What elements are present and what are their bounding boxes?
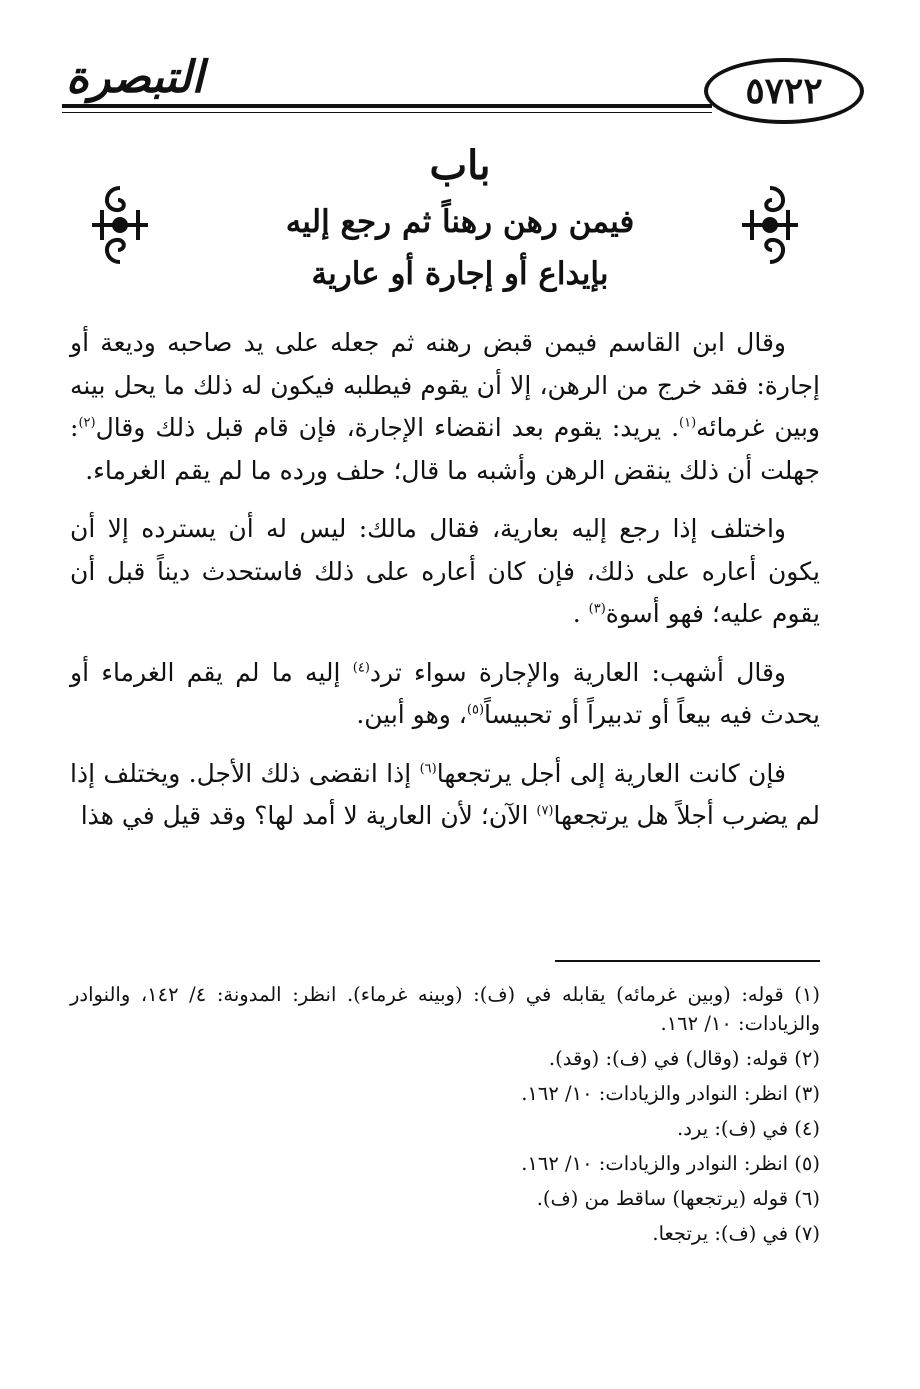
paragraph xyxy=(70,322,820,492)
text-run: وقال أشهب: العارية والإجارة سواء ترد xyxy=(369,657,786,687)
book-title: التبصرة xyxy=(66,52,204,103)
footnote-marker: (٦) xyxy=(419,761,437,777)
paragraph xyxy=(70,508,820,636)
heading-word: باب xyxy=(429,142,491,189)
heading-line-2: بإيداع أو إجارة أو عارية xyxy=(311,256,609,292)
header-rule-thin xyxy=(62,112,712,113)
chapter-heading xyxy=(70,140,850,310)
text-run: فإن كانت العارية إلى أجل يرتجعها xyxy=(436,758,786,788)
heading-line-1: فيمن رهن رهناً ثم رجع إليه xyxy=(285,204,635,240)
footnote-marker: (٢) xyxy=(78,415,96,431)
footnote-divider xyxy=(555,960,820,962)
footnote-marker: (١) xyxy=(679,415,697,431)
text-run: . xyxy=(572,599,589,628)
footnote-marker: (٧) xyxy=(536,803,554,819)
footnote: (٦) قوله (يرتجعها) ساقط من (ف). xyxy=(536,1187,820,1210)
footnote: (٥) انظر: النوادر والزيادات: ١٠/ ١٦٢. xyxy=(521,1152,820,1175)
text-run: واختلف إذا رجع إليه بعارية، فقال مالك: ليس له أن يسترده إلا أن يكون أعاره على ذلك، فإن كان أعاره على ذلك فاستحدث ديناً قبل أن يقوم عليه؛ فهو أسوة xyxy=(70,514,820,628)
body-text xyxy=(70,322,820,854)
footnotes xyxy=(70,980,820,1254)
text-run: ، وهو أبين. xyxy=(356,700,467,729)
text-run: إليه ما لم يقم الغرماء أو يحدث فيه بيعاً أو تدبيراً أو تحبيساً xyxy=(70,657,820,729)
footnote: (٧) في (ف): يرتجعا. xyxy=(652,1222,820,1245)
footnote-marker: (٥) xyxy=(466,702,485,718)
footnote: (١) قوله: (وبين غرمائه) يقابله في (ف): (وبينه غرماء). انظر: المدونة: ٤/ ١٤٢، والنوادر والزيادات: ١٠/ ١٦٢. xyxy=(70,983,820,1035)
footnote-marker: (٣) xyxy=(588,601,606,617)
page-number: ٥٧٢٢ xyxy=(704,58,864,124)
text-run: إذا انقضى ذلك الأجل. ويختلف إذا لم يضرب أجلاً هل يرتجعها xyxy=(70,758,820,830)
footnote: (٣) انظر: النوادر والزيادات: ١٠/ ١٦٢. xyxy=(521,1082,820,1105)
text-run: : جهلت أن ذلك ينقض الرهن وأشبه ما قال؛ حلف ورده ما لم يقم الغرماء. xyxy=(70,413,820,485)
paragraph xyxy=(70,652,820,737)
paragraph xyxy=(70,753,820,838)
text-run: . يريد: يقوم بعد انقضاء الإجارة، فإن قام قبل ذلك وقال xyxy=(95,413,680,442)
footnote-marker: (٤) xyxy=(352,660,370,676)
header-rule xyxy=(62,104,712,108)
footnote: (٤) في (ف): يرد. xyxy=(677,1117,820,1140)
text-run: الآن؛ لأن العارية لا أمد لها؟ وقد قيل في هذا xyxy=(80,801,537,830)
page-header xyxy=(60,40,860,130)
footnote: (٢) قوله: (وقال) في (ف): (وقد). xyxy=(548,1047,820,1070)
text-run: وقال ابن القاسم فيمن قبض رهنه ثم جعله على يد صاحبه وديعة أو إجارة: فقد خرج من الرهن، إلا أن يقوم فيطلبه فيكون له ذلك ما يحل بينه وبين غرمائه xyxy=(70,328,820,442)
